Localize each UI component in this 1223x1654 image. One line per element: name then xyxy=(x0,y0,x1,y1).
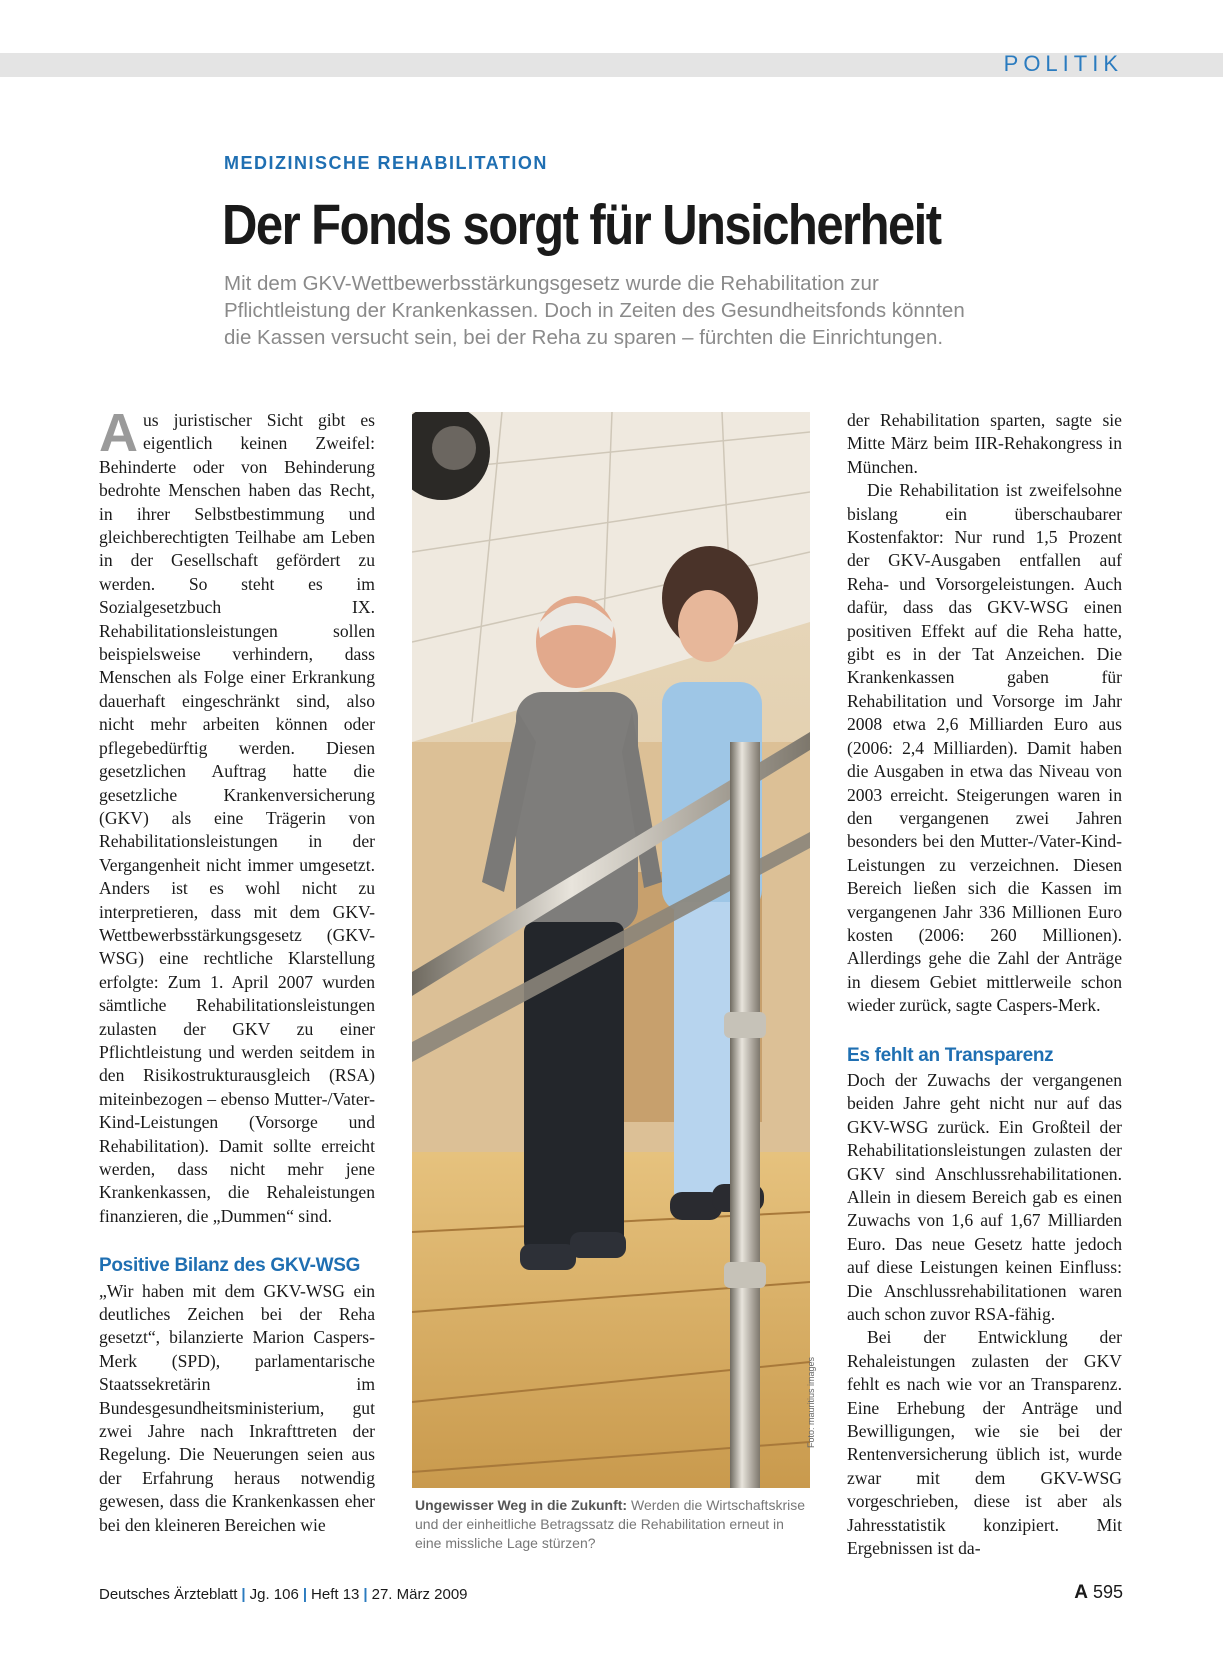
journal-name: Deutsches Ärzteblatt xyxy=(99,1586,238,1603)
paragraph-text: us juristischer Sicht gibt es eigentlich keinen Zweifel: Behinderte oder von Behinderung bedrohte Menschen haben das Recht, in ihrer Selbstbestimmung und gleichberechtigten Teilhabe am Leben in der Gesellschaft gefördert zu werden. So steht es im Sozialgesetzbuch IX. Rehabilitationsleistungen sollen beispielsweise verhindern, dass Menschen als Folge einer Erkrankung dauerhaft eingeschränkt sind, also nicht mehr arbeiten können oder pflegebedürftig werden. Diesen gesetzlichen Auftrag hatte die gesetzliche Krankenversicherung (GKV) als eine Trägerin von Rehabilitationsleistungen in der Vergangenheit nicht immer umgesetzt. Anders ist es wohl nicht zu interpretieren, dass mit dem GKV-Wettbewerbsstärkungsgesetz (GKV-WSG) eine rechtliche Klarstellung erfolgte: Zum 1. April 2007 wurden sämtliche Rehabilitationsleistungen zulasten der GKV zu einer Pflichtleistung und werden seitdem in den Risikostrukturausgleich (RSA) miteinbezogen – ebenso Mutter-/Vater-Kind-Leistungen (Vorsorge und Rehabilitation). Damit sollte erreicht werden, dass nicht mehr jene Krankenkassen, die Rehaleistungen finanzieren, die „Dummen“ sind. xyxy=(99,410,375,1226)
lede-line: Pflichtleistung der Krankenkassen. Doch in Zeiten des Gesundheitsfonds könnten xyxy=(224,299,965,322)
text-column-right xyxy=(847,409,1122,1561)
article-kicker: MEDIZINISCHE REHABILITATION xyxy=(224,153,548,173)
issue: Heft 13 xyxy=(311,1586,360,1603)
subheading: Es fehlt an Transparenz xyxy=(847,1044,1054,1066)
subheading: Positive Bilanz des GKV-WSG xyxy=(99,1255,361,1277)
paragraph: Bei der Entwicklung der Rehaleistungen zulasten der GKV fehlt es nach wie vor an Transparenz. Eine Erhebung der Anträge und Bewilligungen, wie sie bei der Rentenversicherung üblich ist, wurde zwar mit dem GKV-WSG vorgeschrieben, diese ist aber als Jahresstatistik konzipiert. Mit Ergebnissen ist da- xyxy=(847,1327,1122,1559)
paragraph: Doch der Zuwachs der vergangenen beiden Jahre geht nicht nur auf das GKV-WSG zurück. Ein Großteil der Rehabilitationsleistungen zulasten der GKV sind Anschlussrehabilitationen. Allein in diesem Bereich gab es einen Zuwachs von 1,6 auf 1,67 Milliarden Euro. Das neue Gesetz hatte jedoch auf diese Leistungen keinen Einfluss: Die Anschlussrehabilitationen waren auch schon zuvor RSA-fähig. xyxy=(847,1069,1122,1325)
photo-caption xyxy=(415,1496,810,1553)
rehab-walking-illustration xyxy=(412,412,810,1488)
lede-line: die Kassen versucht sein, bei der Reha zu sparen – fürchten die Einrichtungen. xyxy=(224,326,944,349)
text-column-left xyxy=(99,403,375,1537)
article-lede xyxy=(224,270,1084,351)
paragraph: der Rehabilitation sparten, sagte sie Mitte März beim IIR-Rehakongress in München. xyxy=(847,410,1122,477)
volume: Jg. 106 xyxy=(249,1586,299,1603)
caption-lead: Ungewisser Weg in die Zukunft: xyxy=(415,1497,628,1513)
photo-credit: Foto: mauritius images xyxy=(806,1356,816,1448)
lede-line: Mit dem GKV-Wettbewerbsstärkungsgesetz wurde die Rehabilitation zur xyxy=(224,272,879,295)
paragraph: „Wir haben mit dem GKV-WSG ein deutliches Zeichen bei der Reha gesetzt“, bilanzierte Marion Caspers-Merk (SPD), parlamentarische Staatssekretärin im Bundesgesundheitsministerium, gut zwei Jahre nach Inkrafttreten der Regelung. Die Neuerungen seien aus der Erfahrung heraus notwendig gewesen, dass die Krankenkassen eher bei den kleineren Bereichen wie xyxy=(99,1280,375,1535)
section-label: POLITIK xyxy=(1003,51,1123,76)
footer-citation: Deutsches Ärzteblatt | Jg. 106 | Heft 13 | 27. März 2009 xyxy=(99,1586,468,1603)
drop-cap: A xyxy=(99,403,138,463)
page-number xyxy=(1074,1582,1123,1604)
article-photo xyxy=(412,412,810,1488)
page-number-value: 595 xyxy=(1092,1582,1123,1602)
paragraph: Die Rehabilitation ist zweifelsohne bislang ein überschaubarer Kostenfaktor: Nur rund 1,5 Prozent der GKV-Ausgaben entfallen auf Reha- und Vorsorgeleistungen. Auch dafür, dass das GKV-WSG einen positiven Effekt auf die Reha hatte, gibt es in der Tat Anzeichen. Die Krankenkassen gaben für Rehabilitation und Vorsorge im Jahr 2008 etwa 2,6 Milliarden Euro aus (2006: 2,4 Milliarden). Damit haben die Ausgaben in etwa das Niveau von 2003 erreicht. Steigerungen waren in den vergangenen zwei Jahren besonders bei den Mutter-/Vater-Kind-Leistungen zu verzeichnen. Diesen Bereich ließen sich die Kassen im vergangenen Jahr 336 Millionen Euro kosten (2006: 260 Millionen). Allerdings gehe die Zahl der Anträge in diesem Gebiet mittlerweile schon wieder zurück, sagte Caspers-Merk. xyxy=(847,480,1122,1016)
page-prefix: A xyxy=(1074,1582,1088,1603)
article-headline: Der Fonds sorgt für Unsicherheit xyxy=(222,193,941,257)
caption-text: Werden die Wirtschaftskrise und der einheitliche Betragssatz die Rehabilitation erneut in eine missliche Lage stürzen? xyxy=(415,1497,805,1551)
paragraph xyxy=(99,403,375,1228)
issue-date: 27. März 2009 xyxy=(371,1586,468,1603)
